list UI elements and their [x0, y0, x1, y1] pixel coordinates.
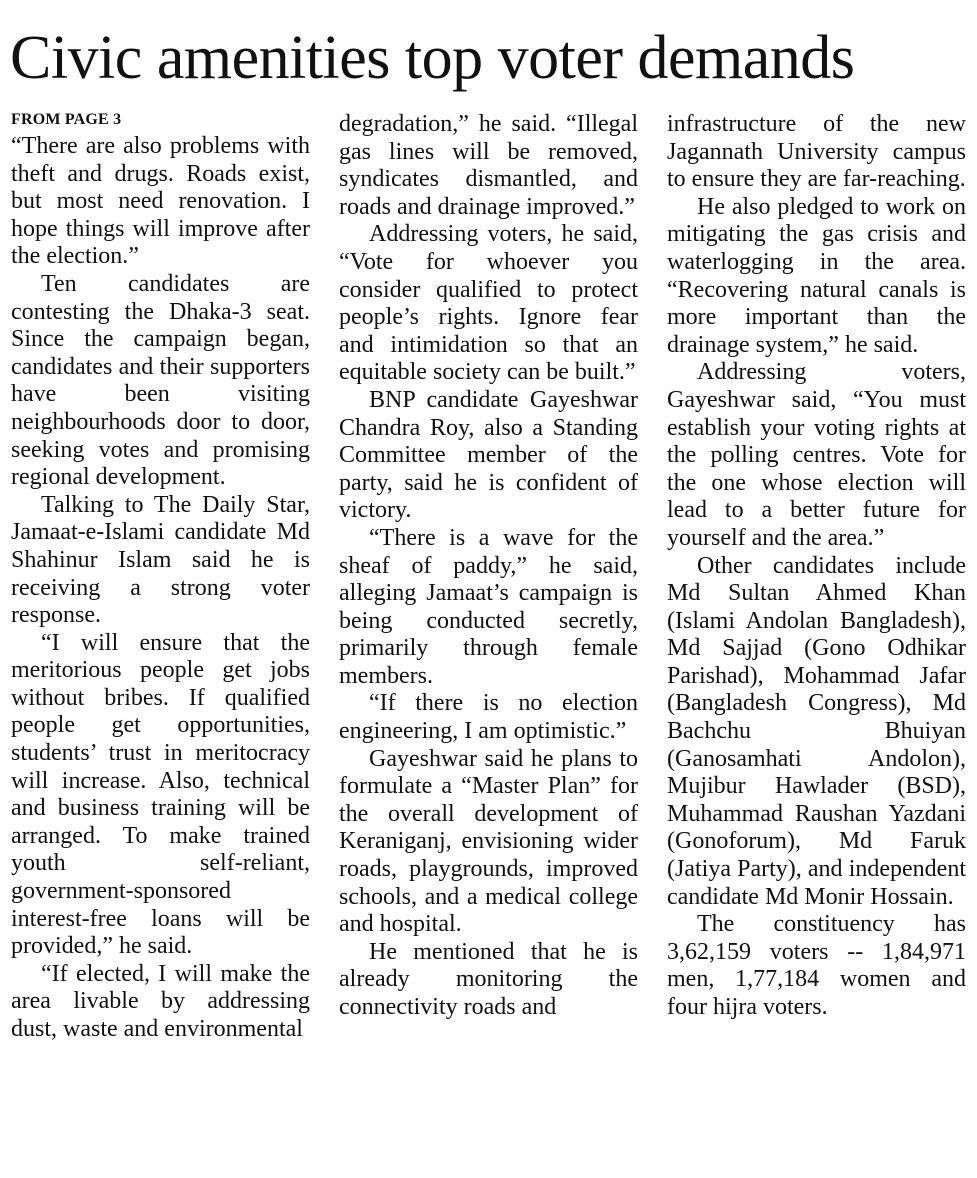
article-column-1: [11, 111, 310, 1044]
paragraph: Ten candidates are contesting the Dhaka-3 seat. Since the campaign began, candidates and their supporters have been visiting neighbourhoods door to door, seeking votes and promising regional development.: [11, 270, 310, 491]
paragraph: “I will ensure that the meritorious people get jobs without bribes. If qualified people get opportunities, students’ trust in meritocracy will increase. Also, technical and business training will be arranged. To make trained youth self-reliant, government-sponsored interest-free loans will be provided,” he said.: [11, 629, 310, 960]
paragraph: Talking to The Daily Star, Jamaat-e-Islami candidate Md Shahinur Islam said he is receiving a strong voter response.: [11, 491, 310, 629]
paragraph: Gayeshwar said he plans to formulate a “Master Plan” for the overall development of Keraniganj, envisioning wider roads, playgrounds, improved schools, and a medical college and hospital.: [339, 745, 638, 938]
paragraph: “If elected, I will make the area livable by addressing dust, waste and environmental: [11, 960, 310, 1042]
paragraph: BNP candidate Gayeshwar Chandra Roy, also a Standing Committee member of the party, said he is confident of victory.: [339, 386, 638, 524]
article-column-3: [667, 111, 966, 1022]
paragraph: Addressing voters, Gayeshwar said, “You must establish your voting rights at the polling centres. Vote for the one whose election will lead to a better future for yourself and the area.”: [667, 359, 966, 551]
paragraph: He mentioned that he is already monitoring the connectivity roads and: [339, 938, 638, 1020]
paragraph: He also pledged to work on mitigating the gas crisis and waterlogging in the area. “Recovering natural canals is more important than the drainage system,” he said.: [667, 193, 966, 358]
paragraph: Addressing voters, he said, “Vote for whoever you consider qualified to protect people’s rights. Ignore fear and intimidation so that an equitable society can be built.”: [339, 221, 638, 386]
paragraph: The constituency has 3,62,159 voters -- 1,84,971 men, 1,77,184 women and four hijra voters.: [667, 911, 966, 1020]
paragraph: degradation,” he said. “Illegal gas lines will be removed, syndicates dismantled, and roads and drainage improved.”: [339, 111, 638, 220]
paragraph: Other candidates include Md Sultan Ahmed Khan (Islami Andolan Bangladesh), Md Sajjad (Gono Odhikar Parishad), Mohammad Jafar (Bangladesh Congress), Md Bachchu Bhuiyan (Ganosamhati Andolon), Mujibur Hawlader (BSD), Muhammad Raushan Yazdani (Gonoforum), Md Faruk (Jatiya Party), and independent candidate Md Monir Hossain.: [667, 552, 966, 910]
headline: Civic amenities top voter demands: [10, 24, 855, 92]
article-column-2: [339, 111, 638, 1022]
paragraph: infrastructure of the new Jagannath University campus to ensure they are far-reaching.: [667, 111, 966, 193]
paragraph: “There are also problems with theft and drugs. Roads exist, but most need renovation. I hope things will improve after the election.”: [11, 133, 310, 270]
paragraph: “If there is no election engineering, I am optimistic.”: [339, 690, 638, 745]
jump-label: FROM PAGE 3: [11, 111, 122, 128]
paragraph: “There is a wave for the sheaf of paddy,” he said, alleging Jamaat’s campaign is being conducted secretly, primarily through female members.: [339, 524, 638, 689]
